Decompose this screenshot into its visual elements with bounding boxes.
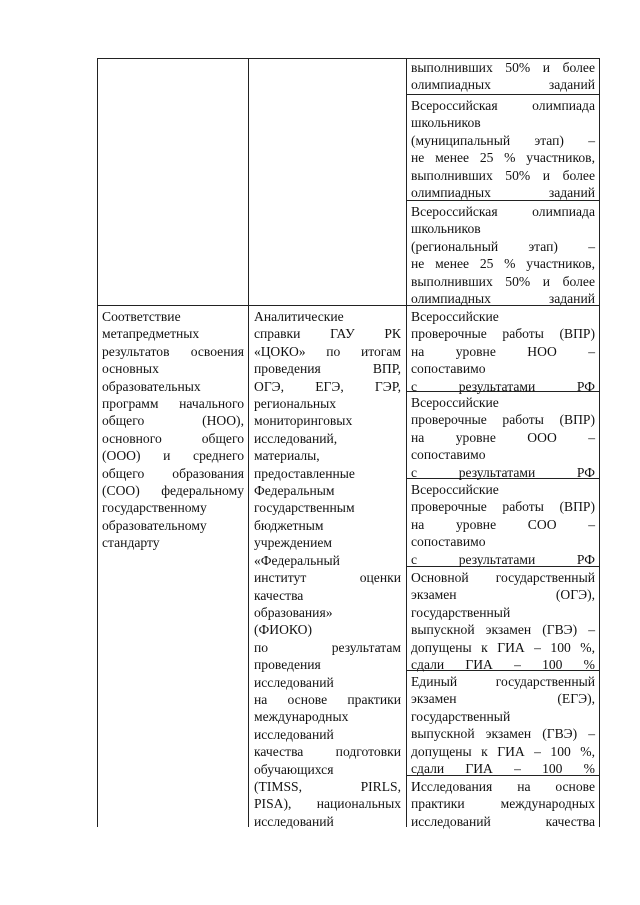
text-line: региональных [254, 396, 337, 412]
indicator-cell [411, 481, 595, 568]
text-line: PISA), национальных [254, 796, 401, 812]
text-line: сдали ГИА – 100 % [411, 657, 595, 673]
text-line: программ начального [102, 396, 244, 412]
indicator-cell [411, 59, 595, 94]
text-line: на основе практики [254, 691, 401, 707]
text-line: стандарту [102, 535, 160, 551]
text-line: исследований [254, 726, 334, 742]
document-table [97, 58, 600, 827]
text-line: выпускной экзамен (ГВЭ) – [411, 622, 595, 638]
sources-cell [254, 308, 401, 830]
text-line: государственный [411, 708, 511, 724]
text-line: ОГЭ, ЕГЭ, ГЭР, [254, 378, 401, 394]
text-line: не менее 25 % участников, [411, 256, 595, 272]
text-line: проверочные работы (ВПР) [411, 499, 595, 515]
text-line: Исследования на основе [411, 779, 595, 794]
text-line: основных [102, 361, 159, 377]
text-line: образовательному [102, 517, 207, 533]
text-line: общего образования [102, 465, 244, 481]
text-line: Федеральным [254, 483, 335, 499]
text-line: обучающихся [254, 761, 334, 777]
text-line: экзамен (ЕГЭ), [411, 691, 595, 707]
text-line: с результатами РФ [411, 378, 595, 394]
text-line: образовательных [102, 378, 201, 394]
text-line: исследований, [254, 430, 338, 446]
text-line: Всероссийские [411, 309, 499, 324]
text-line: школьников [411, 221, 481, 237]
text-line: сдали ГИА – 100 % [411, 761, 595, 777]
text-line: выпускной экзамен (ГВЭ) – [411, 726, 595, 742]
text-line: результатов освоения [102, 343, 244, 359]
text-line: государственный [411, 604, 511, 620]
indicator-cell [411, 778, 595, 830]
text-line: с результатами РФ [411, 551, 595, 567]
text-line: (региональный этап) – [411, 238, 595, 254]
text-line: государственному [102, 500, 207, 516]
text-line: сопоставимо [411, 447, 486, 463]
column-divider-2 [406, 58, 407, 827]
text-line: качества подготовки [254, 744, 401, 760]
text-line: Аналитические [254, 309, 344, 324]
text-line: Всероссийские [411, 395, 499, 410]
text-line: государственным [254, 500, 355, 516]
indicator-cell [411, 673, 595, 777]
indicator-cell [411, 97, 595, 201]
text-line: (СОО) федеральному [102, 483, 244, 499]
text-line: выполнивших 50% и более [411, 273, 595, 289]
text-line: мониторинговых [254, 413, 353, 429]
table-border-left [97, 58, 98, 827]
text-line: Основной государственный [411, 570, 595, 585]
text-line: международных [254, 709, 349, 725]
indicator-divider [406, 94, 600, 95]
text-line: (TIMSS, PIRLS, [254, 778, 401, 794]
criterion-cell [102, 308, 244, 552]
indicator-cell [411, 394, 595, 481]
text-line: «Федеральный [254, 552, 340, 568]
text-line: олимпиадных заданий [411, 291, 595, 307]
text-line: «ЦОКО» по итогам [254, 343, 401, 359]
text-line: сопоставимо [411, 361, 486, 377]
text-line: проведения ВПР, [254, 361, 401, 377]
text-line: выполнивших 50% и более [411, 167, 595, 183]
text-line: практики международных [411, 796, 595, 812]
text-line: бюджетным [254, 517, 324, 533]
text-line: выполнивших 50% и более [411, 60, 595, 75]
text-line: олимпиадных заданий [411, 77, 595, 93]
text-line: Единый государственный [411, 674, 595, 689]
text-line: допущены к ГИА – 100 %, [411, 639, 595, 655]
indicator-cell [411, 308, 595, 395]
text-line: не менее 25 % участников, [411, 150, 595, 166]
text-line: с результатами РФ [411, 464, 595, 480]
text-line: предоставленные [254, 465, 355, 481]
text-line: исследований [254, 813, 334, 829]
text-line: сопоставимо [411, 534, 486, 550]
text-line: (муниципальный этап) – [411, 132, 595, 148]
text-line: проведения [254, 657, 321, 673]
text-line: школьников [411, 115, 481, 131]
text-line: Всероссийская олимпиада [411, 98, 595, 113]
text-line: Соответствие [102, 309, 181, 324]
text-line: учреждением [254, 535, 332, 551]
text-line: (ООО) и среднего [102, 448, 244, 464]
indicator-cell [411, 203, 595, 307]
text-line: исследований качества [411, 813, 595, 829]
indicator-cell [411, 569, 595, 673]
text-line: допущены к ГИА – 100 %, [411, 743, 595, 759]
text-line: проверочные работы (ВПР) [411, 412, 595, 428]
table-border-right [599, 58, 600, 827]
text-line: институт оценки [254, 570, 401, 586]
text-line: олимпиадных заданий [411, 185, 595, 201]
text-line: исследований [254, 674, 334, 690]
text-line: справки ГАУ РК [254, 326, 401, 342]
text-line: (ФИОКО) [254, 622, 312, 638]
text-line: на уровне СОО – [411, 516, 595, 532]
text-line: метапредметных [102, 326, 200, 342]
text-line: общего (НОО), [102, 413, 244, 429]
text-line: качества [254, 587, 304, 603]
text-line: на уровне НОО – [411, 343, 595, 359]
text-line: основного общего [102, 430, 244, 446]
text-line: проверочные работы (ВПР) [411, 326, 595, 342]
text-line: материалы, [254, 448, 320, 464]
text-line: экзамен (ОГЭ), [411, 587, 595, 603]
text-line: Всероссийские [411, 482, 499, 497]
column-divider-1 [248, 58, 249, 827]
text-line: Всероссийская олимпиада [411, 204, 595, 219]
text-line: образования» [254, 604, 333, 620]
text-line: на уровне ООО – [411, 429, 595, 445]
text-line: по результатам [254, 639, 401, 655]
